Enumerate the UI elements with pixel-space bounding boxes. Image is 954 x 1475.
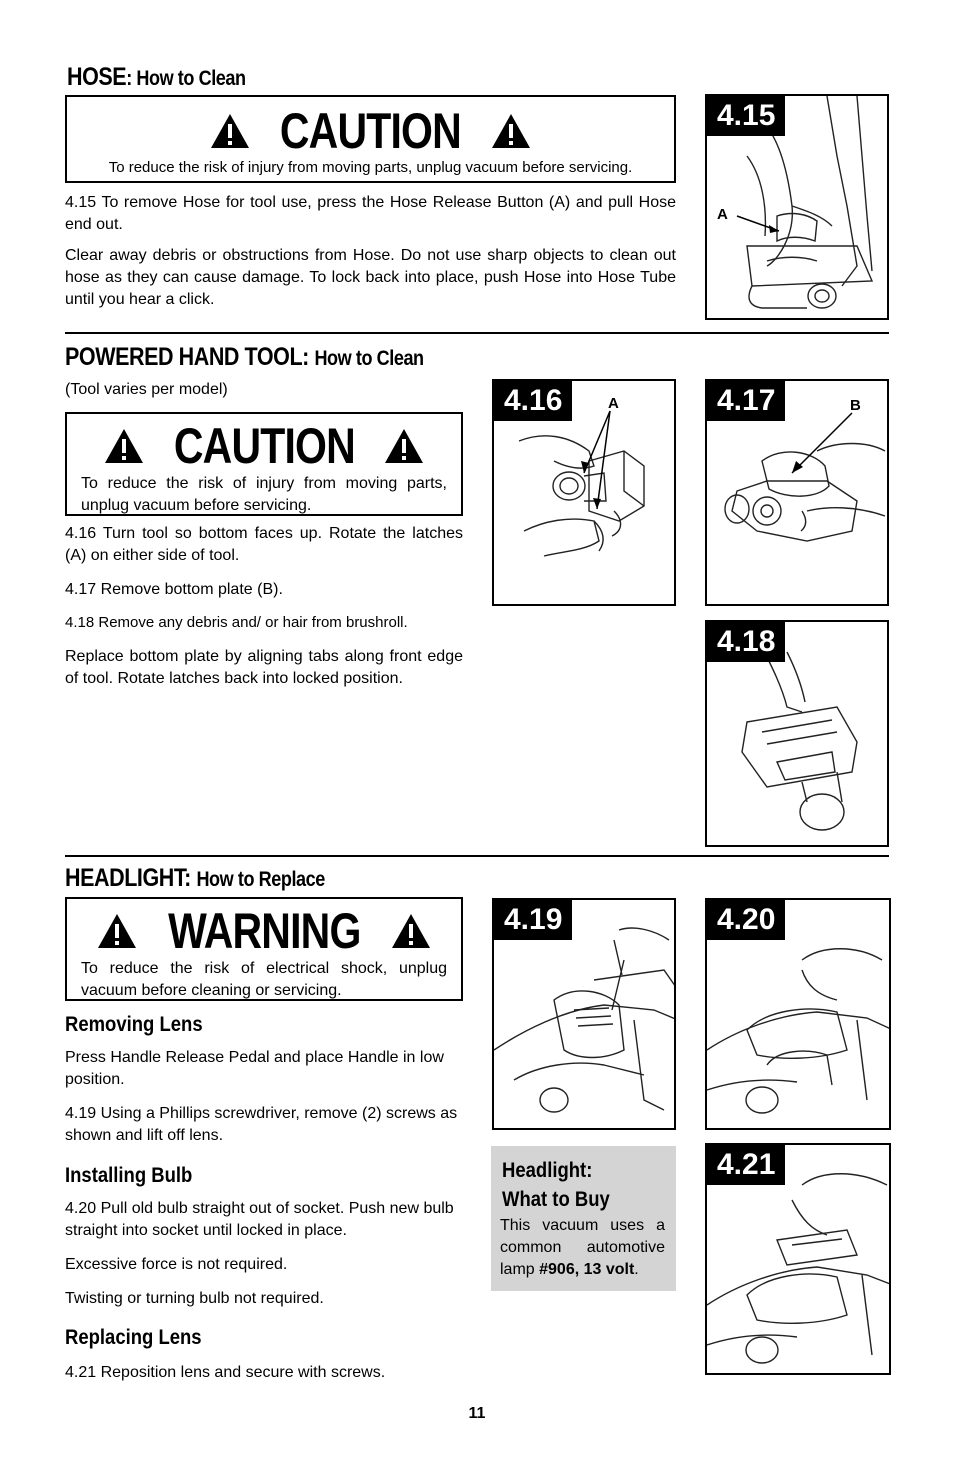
tool-note: (Tool varies per model)	[65, 381, 228, 398]
hose-title: HOSE	[67, 63, 127, 91]
tool-paragraph-4: Replace bottom plate by aligning tabs along front edge of tool. Rotate latches back into locked position.	[65, 648, 463, 687]
removing-paragraph-1: Press Handle Release Pedal and place Handle in low position.	[65, 1049, 444, 1088]
tip-lamp-spec: #906, 13 volt	[539, 1261, 635, 1278]
figure-4-21	[705, 1143, 891, 1375]
tool-subtitle: How to Clean	[314, 347, 424, 370]
warning-triangle-icon	[97, 913, 137, 949]
warning-label: WARNING	[167, 903, 361, 959]
removing-lens-heading: Removing Lens	[65, 1013, 203, 1036]
tool-paragraph-3: 4.18 Remove any debris and/ or hair from brushroll.	[65, 614, 408, 631]
callout-b: B	[850, 397, 861, 414]
tool-title: POWERED HAND TOOL:	[65, 343, 309, 371]
hose-paragraph-1: 4.15 To remove Hose for tool use, press the Hose Release Button (A) and pull Hose end out.	[65, 194, 676, 233]
tool-paragraph-2: 4.17 Remove bottom plate (B).	[65, 581, 283, 598]
figure-4-18	[705, 620, 889, 847]
figure-4-17	[705, 379, 889, 606]
figure-number: 4.19	[494, 900, 572, 940]
installing-paragraph-1: 4.20 Pull old bulb straight out of socket. Push new bulb straight into socket until locked in place.	[65, 1200, 454, 1239]
replacing-paragraph-1: 4.21 Reposition lens and secure with screws.	[65, 1364, 386, 1381]
tip-title	[502, 1156, 610, 1214]
headlight-tip-box	[491, 1146, 676, 1291]
tool-caution-box	[65, 412, 463, 516]
installing-paragraph-3: Twisting or turning bulb not required.	[65, 1290, 324, 1307]
headlight-warning-box	[65, 897, 463, 1001]
hose-heading	[67, 63, 246, 92]
page-number: 11	[468, 1405, 486, 1422]
warning-triangle-icon	[391, 913, 431, 949]
headlight-title: HEADLIGHT:	[65, 864, 191, 892]
caution-label: CAUTION	[173, 418, 355, 474]
warning-text: To reduce the risk of electrical shock, unplug vacuum before cleaning or servicing.	[81, 960, 447, 999]
warning-triangle-icon	[104, 428, 144, 464]
tip-text-end: .	[634, 1261, 639, 1278]
figure-number: 4.21	[707, 1145, 785, 1185]
warning-triangle-icon	[210, 113, 250, 149]
caution-text: To reduce the risk of injury from moving parts, unplug vacuum before servicing.	[108, 159, 633, 176]
caution-label: CAUTION	[279, 103, 462, 159]
caution-text: To reduce the risk of injury from moving parts, unplug vacuum before servicing.	[81, 475, 447, 514]
warning-triangle-icon	[384, 428, 424, 464]
tool-heading	[65, 343, 424, 372]
hose-caution-box	[65, 95, 676, 183]
tip-title-line-1: Headlight:	[502, 1159, 593, 1182]
replacing-lens-heading: Replacing Lens	[65, 1326, 202, 1349]
hose-subtitle: : How to Clean	[126, 67, 246, 90]
tip-title-line-2: What to Buy	[502, 1188, 610, 1211]
tool-paragraph-1: 4.16 Turn tool so bottom faces up. Rotate the latches (A) on either side of tool.	[65, 525, 463, 564]
figure-number: 4.16	[494, 381, 572, 421]
headlight-subtitle: How to Replace	[196, 868, 325, 891]
figure-4-20	[705, 898, 891, 1130]
removing-paragraph-2: 4.19 Using a Phillips screwdriver, remove (2) screws as shown and lift off lens.	[65, 1105, 458, 1144]
figure-number: 4.15	[707, 96, 785, 136]
figure-number: 4.18	[707, 622, 785, 662]
callout-a: A	[608, 395, 619, 412]
figure-4-16	[492, 379, 676, 606]
headlight-heading	[65, 864, 325, 893]
installing-bulb-heading: Installing Bulb	[65, 1164, 193, 1187]
callout-a: A	[717, 206, 728, 223]
tip-text-main: This vacuum uses a common automotive lamp	[500, 1217, 665, 1278]
figure-number: 4.17	[707, 381, 785, 421]
hose-paragraph-2: Clear away debris or obstructions from Hose. Do not use sharp objects to clean out hose as they can cause damage. To lock back into place, push Hose into Hose Tube until you hear a click.	[65, 247, 676, 308]
section-divider	[65, 855, 889, 857]
warning-triangle-icon	[491, 113, 531, 149]
installing-paragraph-2: Excessive force is not required.	[65, 1256, 288, 1273]
tip-text	[500, 1215, 665, 1281]
figure-4-15	[705, 94, 889, 320]
figure-4-19	[492, 898, 676, 1130]
section-divider	[65, 332, 889, 334]
figure-number: 4.20	[707, 900, 785, 940]
